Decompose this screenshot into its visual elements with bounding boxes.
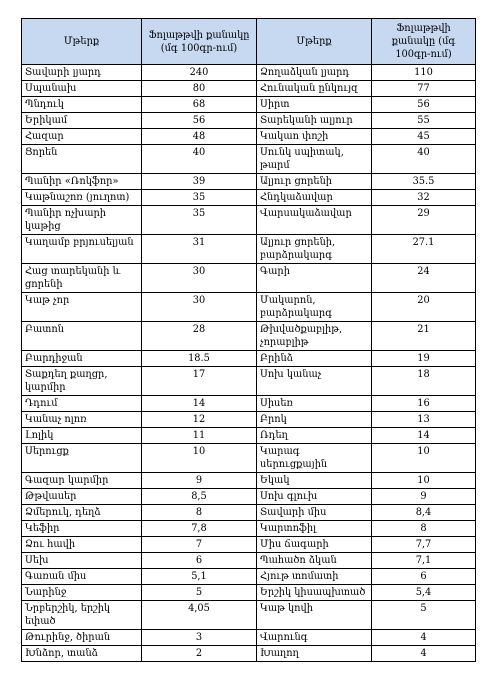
folic-right-cell: 10 (372, 444, 476, 473)
table-row (22, 322, 476, 351)
folic-left-cell: 2 (142, 646, 257, 662)
table-row (22, 537, 476, 553)
folic-right-cell: 27.1 (372, 235, 476, 264)
food-right-cell: Հունական ընկույզ (257, 81, 372, 97)
folic-left-cell: 240 (142, 65, 257, 81)
folic-left-cell: 68 (142, 97, 257, 113)
table-row (22, 235, 476, 264)
folic-left-cell: 28 (142, 322, 257, 351)
folic-right-cell: 19 (372, 351, 476, 367)
food-right-cell: Հյութ տոմատի (257, 569, 372, 585)
table-row (22, 206, 476, 235)
folic-left-cell: 9 (142, 473, 257, 489)
table-body (22, 65, 476, 662)
folic-left-cell: 30 (142, 264, 257, 293)
table-row (22, 113, 476, 129)
folic-right-cell: 45 (372, 129, 476, 145)
folic-left-cell: 56 (142, 113, 257, 129)
table-row (22, 65, 476, 81)
folic-right-cell: 7,7 (372, 537, 476, 553)
food-left-cell: Կեֆիր (22, 521, 142, 537)
folic-left-cell: 30 (142, 293, 257, 322)
folic-left-cell: 17 (142, 367, 257, 396)
folic-left-cell: 7,8 (142, 521, 257, 537)
folic-right-cell: 29 (372, 206, 476, 235)
food-left-cell: Բարդիջան (22, 351, 142, 367)
folic-acid-table (21, 18, 476, 662)
folic-right-cell: 9 (372, 489, 476, 505)
folic-right-cell: 13 (372, 412, 476, 428)
folic-left-cell: 5,1 (142, 569, 257, 585)
table-row (22, 174, 476, 190)
food-left-cell: Խնձոր, տանձ (22, 646, 142, 662)
folic-right-cell: 5 (372, 601, 476, 630)
table-row (22, 505, 476, 521)
food-right-cell: Մակարոն, բարձրակարգ (257, 293, 372, 322)
folic-left-cell: 4,05 (142, 601, 257, 630)
table-row (22, 521, 476, 537)
table-row (22, 646, 476, 662)
food-left-cell: Հաց տարեկանի և ցորենի (22, 264, 142, 293)
food-left-cell: Հազար (22, 129, 142, 145)
folic-right-cell: 4 (372, 630, 476, 646)
folic-left-cell: 8 (142, 505, 257, 521)
table-row (22, 367, 476, 396)
folic-right-cell: 14 (372, 428, 476, 444)
table-header-row (22, 19, 476, 65)
folic-right-cell: 6 (372, 569, 476, 585)
folic-right-cell: 35.5 (372, 174, 476, 190)
table-row (22, 129, 476, 145)
folic-right-cell: 40 (372, 145, 476, 174)
folic-right-cell: 10 (372, 473, 476, 489)
food-left-cell: Թուրինջ, ծիրան (22, 630, 142, 646)
table-row (22, 97, 476, 113)
table-row (22, 190, 476, 206)
food-left-cell: Պանիր ոչխարի կաթից (22, 206, 142, 235)
table-row (22, 412, 476, 428)
food-right-cell: Բրոկ (257, 412, 372, 428)
food-right-cell: Սիրտ (257, 97, 372, 113)
folic-left-cell: 35 (142, 206, 257, 235)
folic-right-cell: 20 (372, 293, 476, 322)
food-left-cell: Տաքդեղ քաղցր, կարմիր (22, 367, 142, 396)
folic-right-cell: 56 (372, 97, 476, 113)
table-row (22, 601, 476, 630)
food-left-cell: Սեխ (22, 553, 142, 569)
food-right-cell: Երշիկ կիսապխտած (257, 585, 372, 601)
folic-right-cell: 110 (372, 65, 476, 81)
food-left-cell: Պնդուկ (22, 97, 142, 113)
folic-left-cell: 12 (142, 412, 257, 428)
folic-left-cell: 40 (142, 145, 257, 174)
food-right-cell: Խաղող (257, 646, 372, 662)
food-left-cell: Պանիր «Ռոկֆոր» (22, 174, 142, 190)
table-row (22, 351, 476, 367)
table-row (22, 585, 476, 601)
folic-right-cell: 16 (372, 396, 476, 412)
table-row (22, 293, 476, 322)
food-left-cell: Կաղամբ բրյուսելյան (22, 235, 142, 264)
food-left-cell: Տավարի լյարդ (22, 65, 142, 81)
food-left-cell: Կաթ չոր (22, 293, 142, 322)
food-left-cell: Ձու հավի (22, 537, 142, 553)
folic-right-cell: 8,4 (372, 505, 476, 521)
table-row (22, 428, 476, 444)
folic-left-cell: 35 (142, 190, 257, 206)
folic-right-cell: 4 (372, 646, 476, 662)
food-left-cell: Բատոն (22, 322, 142, 351)
folic-right-cell: 18 (372, 367, 476, 396)
food-left-cell: Սերուցք (22, 444, 142, 473)
food-right-cell: Գարի (257, 264, 372, 293)
folic-left-cell: 11 (142, 428, 257, 444)
header-folic-left: Ֆոլաթթվի քանակը (մգ 100գր-ում) (142, 19, 257, 65)
food-left-cell: Լոլիկ (22, 428, 142, 444)
table-row (22, 553, 476, 569)
food-left-cell: Ցորեն (22, 145, 142, 174)
folic-left-cell: 10 (142, 444, 257, 473)
food-left-cell: Կանաչ ոլոռ (22, 412, 142, 428)
food-right-cell: Սիսեռ (257, 396, 372, 412)
folic-right-cell: 24 (372, 264, 476, 293)
food-right-cell: Հնդկաձավար (257, 190, 372, 206)
folic-right-cell: 5,4 (372, 585, 476, 601)
food-right-cell: Վարունգ (257, 630, 372, 646)
food-left-cell: Սպանախ (22, 81, 142, 97)
food-left-cell: Թթվասեր (22, 489, 142, 505)
food-right-cell: Սոխ գլուխ (257, 489, 372, 505)
food-right-cell: Ձողաձկան լյարդ (257, 65, 372, 81)
folic-right-cell: 21 (372, 322, 476, 351)
table-row (22, 396, 476, 412)
food-right-cell: Տավարի միս (257, 505, 372, 521)
table-row (22, 145, 476, 174)
food-left-cell: Գառան միս (22, 569, 142, 585)
header-folic-right: Ֆոլաթթվի քանակը (մգ 100գր-ում) (372, 19, 476, 65)
folic-right-cell: 7,1 (372, 553, 476, 569)
food-right-cell: Թխվածքաբլիթ, չորաբլիթ (257, 322, 372, 351)
table-row (22, 569, 476, 585)
food-left-cell: Երիկամ (22, 113, 142, 129)
food-left-cell: Կաթնաշոռ (յուղոտ) (22, 190, 142, 206)
food-left-cell: Նարինջ (22, 585, 142, 601)
food-right-cell: Տարեկանի ալյուր (257, 113, 372, 129)
food-right-cell: Վարսակաձավար (257, 206, 372, 235)
food-right-cell: Եկակ (257, 473, 372, 489)
food-right-cell: Կակաո փոշի (257, 129, 372, 145)
food-right-cell: Կարագ սերուցքային (257, 444, 372, 473)
food-left-cell: Նրբերշիկ, երշիկ եփած (22, 601, 142, 630)
folic-left-cell: 5 (142, 585, 257, 601)
table-row (22, 473, 476, 489)
folic-left-cell: 80 (142, 81, 257, 97)
folic-left-cell: 31 (142, 235, 257, 264)
food-left-cell: Դդում (22, 396, 142, 412)
table-row (22, 264, 476, 293)
folic-left-cell: 3 (142, 630, 257, 646)
food-left-cell: Գազար կարմիր (22, 473, 142, 489)
table-row (22, 630, 476, 646)
folic-left-cell: 39 (142, 174, 257, 190)
folic-left-cell: 7 (142, 537, 257, 553)
food-right-cell: Սունկ սպիտակ, թարմ (257, 145, 372, 174)
table-row (22, 444, 476, 473)
folic-left-cell: 14 (142, 396, 257, 412)
folic-right-cell: 55 (372, 113, 476, 129)
food-right-cell: Ալյուր ցորենի (257, 174, 372, 190)
table-row (22, 489, 476, 505)
folic-right-cell: 77 (372, 81, 476, 97)
header-food-left: Մթերք (22, 19, 142, 65)
food-right-cell: Ալյուր ցորենի, բարձրակարգ (257, 235, 372, 264)
folic-right-cell: 8 (372, 521, 476, 537)
header-food-right: Մթերք (257, 19, 372, 65)
food-right-cell: Սոխ կանաչ (257, 367, 372, 396)
food-right-cell: Պահածո ձկան (257, 553, 372, 569)
food-right-cell: Ռդեղ (257, 428, 372, 444)
folic-left-cell: 18.5 (142, 351, 257, 367)
food-right-cell: Բրինձ (257, 351, 372, 367)
food-right-cell: Միս ճագարի (257, 537, 372, 553)
folic-left-cell: 6 (142, 553, 257, 569)
folic-left-cell: 8,5 (142, 489, 257, 505)
food-right-cell: Կարտոֆիլ (257, 521, 372, 537)
table-row (22, 81, 476, 97)
food-right-cell: Կաթ կովի (257, 601, 372, 630)
food-left-cell: Ձմերուկ, դեղձ (22, 505, 142, 521)
folic-left-cell: 48 (142, 129, 257, 145)
folic-right-cell: 32 (372, 190, 476, 206)
